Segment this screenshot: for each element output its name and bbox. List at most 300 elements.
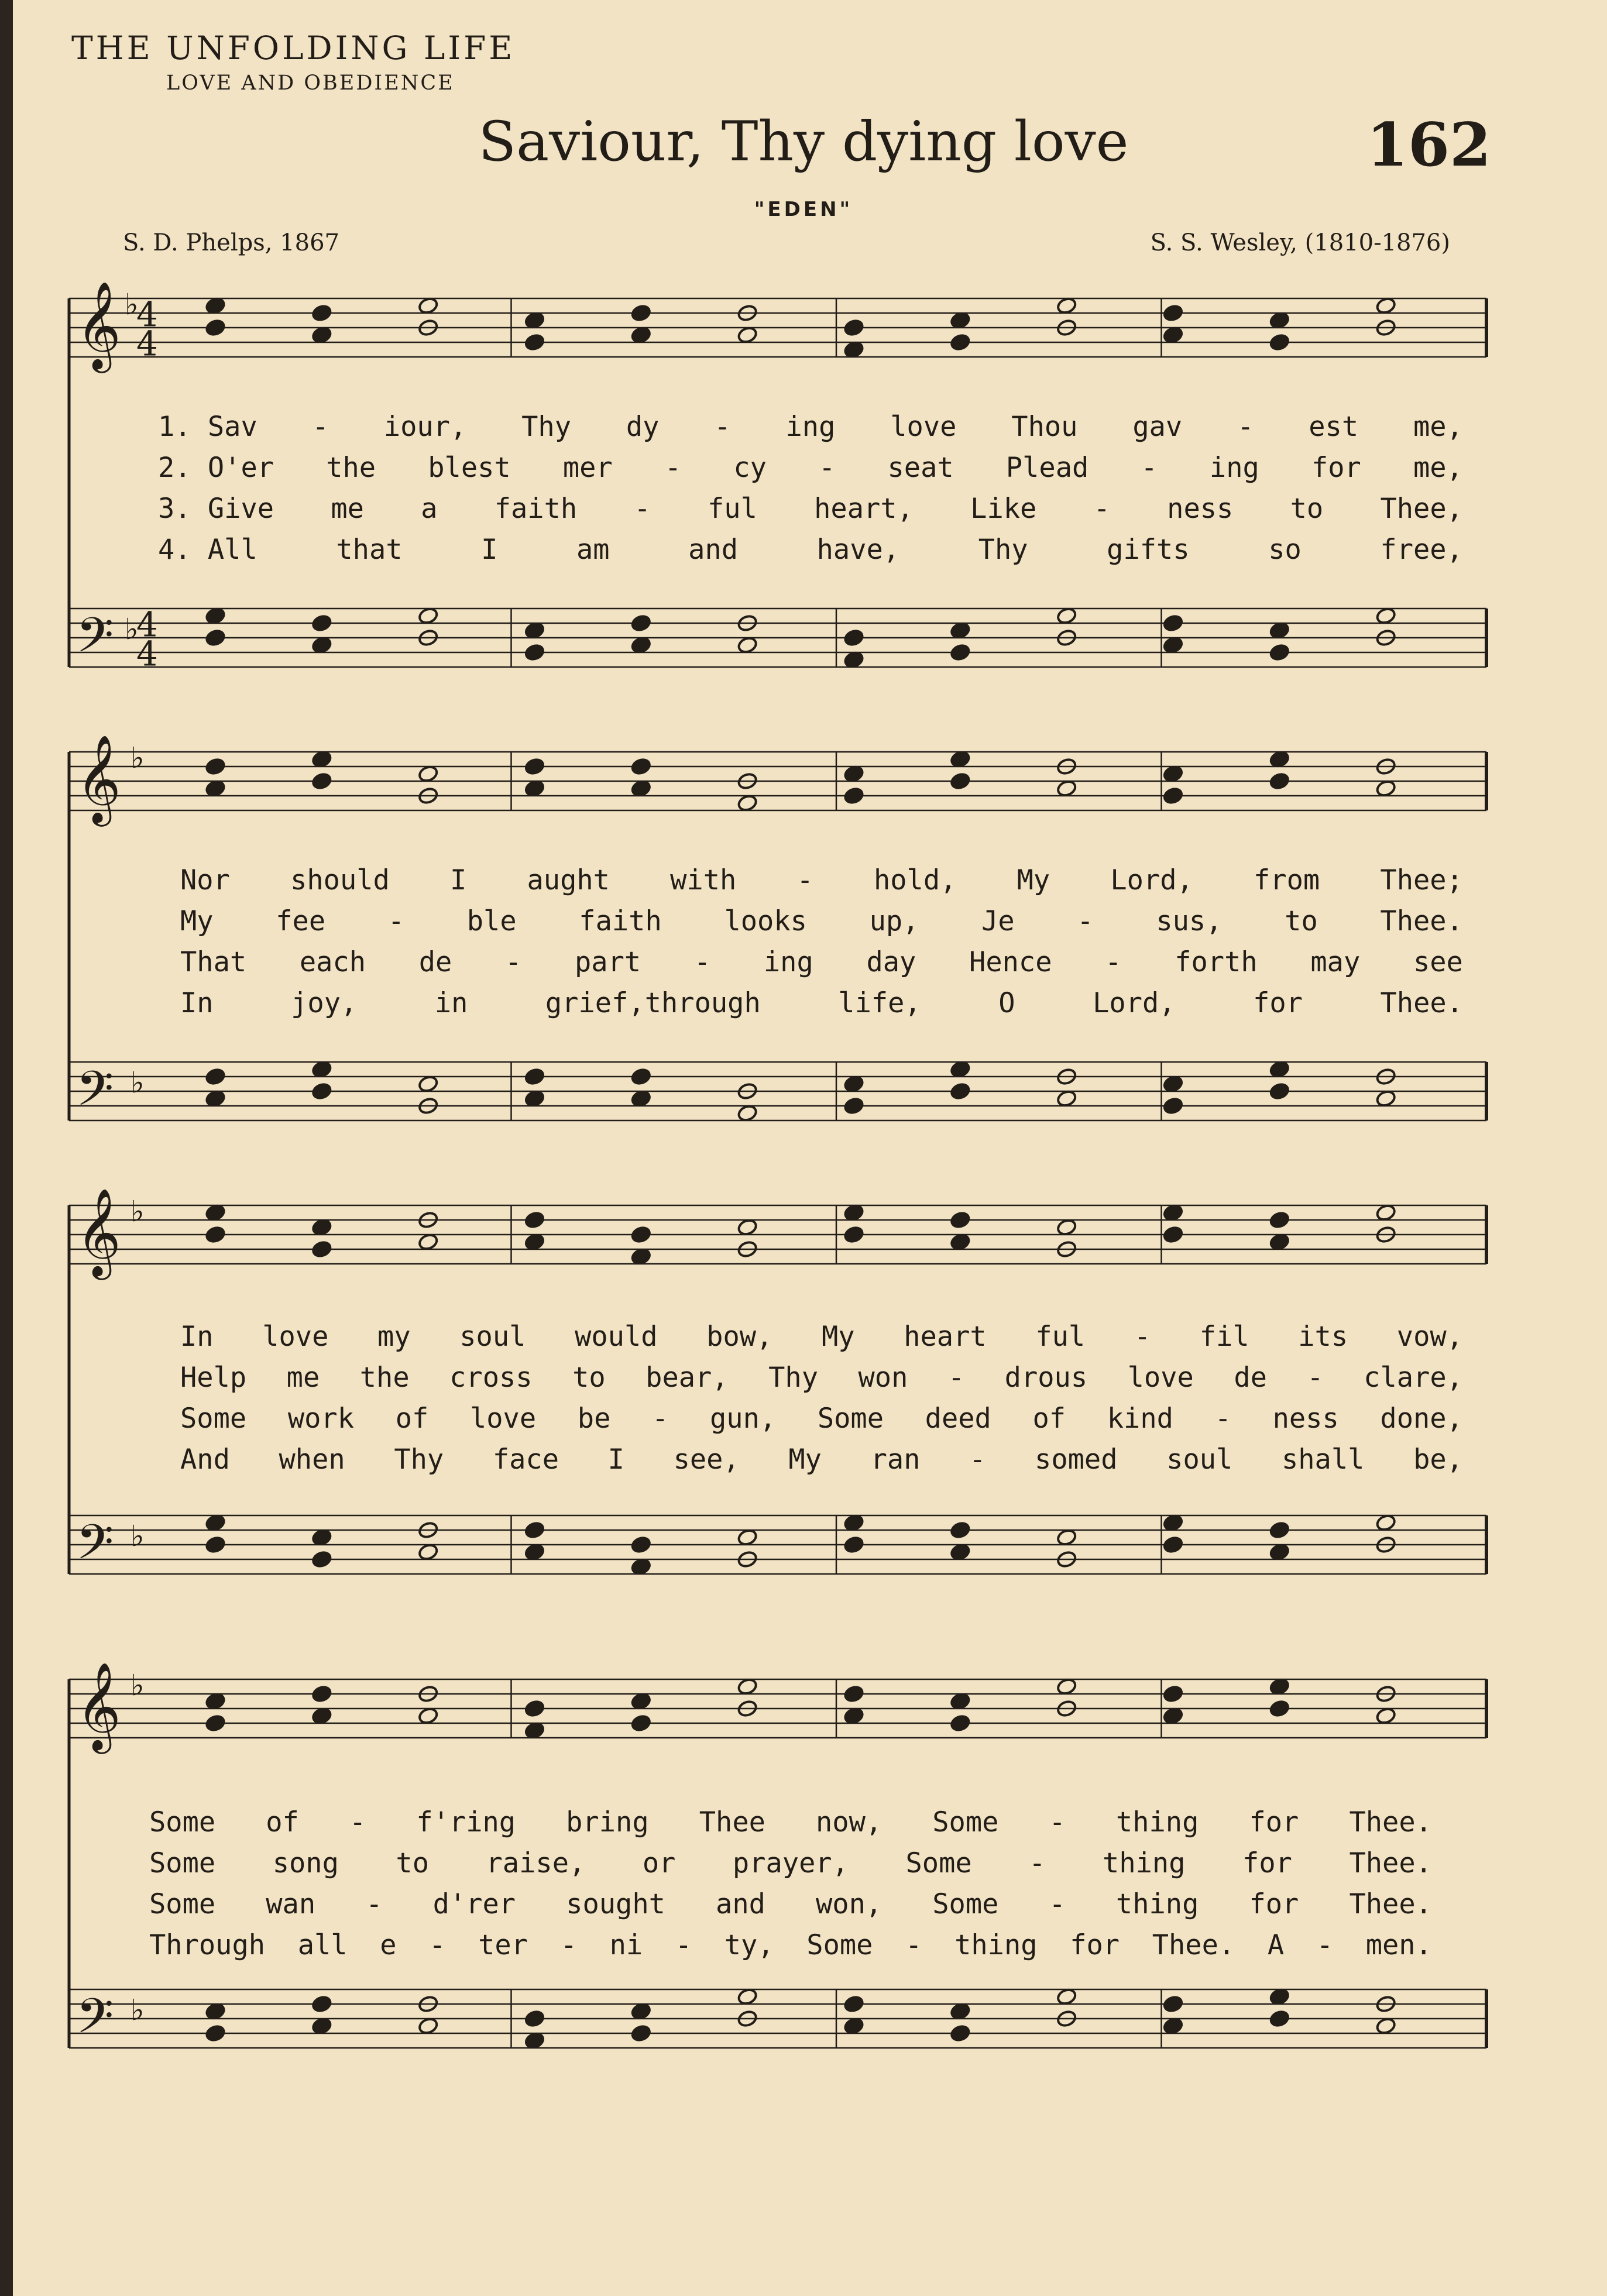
lyric-syllable: ness: [1272, 1403, 1339, 1435]
note-head: [843, 1514, 864, 1532]
lyric-syllable: -: [1077, 905, 1094, 937]
note-head: [1269, 1678, 1290, 1696]
note-head: [630, 2002, 651, 2021]
lyric-line: [180, 1398, 1463, 1439]
lyric-syllable: for: [1253, 987, 1303, 1019]
note-head: [737, 1528, 758, 1547]
note-head: [630, 1692, 651, 1711]
lyric-syllable: see,: [673, 1443, 740, 1476]
lyric-syllable: Some: [149, 1806, 216, 1838]
lyric-syllable: -: [1214, 1403, 1231, 1435]
lyric-syllable: wan: [266, 1888, 316, 1920]
note-head: [524, 1233, 545, 1252]
note-head: [418, 1075, 439, 1094]
note-head: [205, 1514, 226, 1532]
lyric-syllable: gifts: [1107, 534, 1190, 566]
lyric-syllable: me: [331, 493, 364, 525]
lyric-syllable: est: [1309, 411, 1359, 443]
note-head: [418, 1233, 439, 1252]
note-head: [311, 1995, 332, 2013]
note-head: [1056, 607, 1077, 625]
note-head: [1162, 2017, 1183, 2036]
lyric-syllable: Thee.: [1349, 1888, 1432, 1920]
note-head: [524, 621, 545, 640]
lyric-line: [149, 1925, 1432, 1966]
note-head: [1162, 786, 1183, 805]
note-head: [1269, 1060, 1290, 1079]
lyric-syllable: won: [858, 1362, 908, 1394]
lyric-line: [149, 1802, 1432, 1843]
note-head: [205, 779, 226, 798]
note-head: [524, 1089, 545, 1108]
note-head: [737, 1104, 758, 1123]
lyric-syllable: to: [1290, 493, 1324, 525]
lyric-syllable: thing: [1115, 1806, 1199, 1838]
lyric-syllable: all: [297, 1929, 348, 1961]
lyric-syllable: gun,: [709, 1403, 777, 1435]
note-head: [311, 636, 332, 655]
lyric-syllable: song: [272, 1847, 339, 1879]
lyric-syllable: -: [664, 452, 682, 484]
note-head: [737, 1988, 758, 2006]
lyric-syllable: joy,: [291, 987, 358, 1019]
note-head: [205, 318, 226, 337]
lyric-syllable: -: [714, 411, 731, 443]
note-head: [418, 297, 439, 315]
lyric-line: [158, 530, 1463, 570]
lyric-syllable: My: [1017, 864, 1050, 896]
note-head: [311, 1528, 332, 1547]
note-head: [843, 1995, 864, 2013]
note-head: [1269, 1988, 1290, 2006]
lyric-syllable: d'rer: [432, 1888, 516, 1920]
lyric-syllable: 3. Give: [158, 493, 274, 525]
lyric-syllable: ty,: [724, 1929, 774, 1961]
section-heading: THE UNFOLDING LIFE: [71, 29, 516, 67]
lyric-syllable: may: [1310, 946, 1361, 978]
lyric-syllable: somed: [1035, 1443, 1118, 1476]
note-head: [205, 2024, 226, 2043]
note-head: [524, 2032, 545, 2050]
lyric-line: [180, 1317, 1463, 1357]
lyric-syllable: Thee.: [1380, 987, 1463, 1019]
note-head: [1269, 333, 1290, 352]
lyric-syllable: would: [575, 1321, 658, 1353]
note-head: [1056, 1528, 1077, 1547]
lyric-syllable: Through: [149, 1929, 266, 1961]
verse-lyrics-system: [149, 1802, 1432, 1966]
lyricist-credit: S. D. Phelps, 1867: [123, 229, 339, 256]
lyric-syllable: O: [998, 987, 1015, 1019]
lyric-syllable: won,: [816, 1888, 883, 1920]
lyric-line: [180, 901, 1463, 942]
note-head: [950, 1082, 971, 1101]
lyric-syllable: soul: [459, 1321, 526, 1353]
note-head: [418, 765, 439, 783]
lyric-syllable: be,: [1413, 1443, 1463, 1476]
note-head: [418, 1707, 439, 1726]
hymn-number: 162: [1366, 110, 1491, 180]
lyric-syllable: fee: [276, 905, 326, 937]
lyric-syllable: Hence: [969, 946, 1052, 978]
lyric-syllable: when: [279, 1443, 345, 1476]
lyric-syllable: done,: [1380, 1403, 1463, 1435]
note-head: [205, 1204, 226, 1222]
lyric-syllable: aught: [527, 864, 610, 896]
lyric-syllable: -: [969, 1443, 986, 1476]
note-head: [1269, 2009, 1290, 2028]
lyric-syllable: mer: [562, 452, 613, 484]
lyric-syllable: or: [642, 1847, 676, 1879]
note-head: [1056, 1988, 1077, 2006]
note-head: [311, 1082, 332, 1101]
lyric-syllable: have,: [816, 534, 900, 566]
lyric-syllable: Some: [932, 1888, 999, 1920]
lyric-syllable: My: [788, 1443, 822, 1476]
note-head: [1269, 772, 1290, 790]
note-head: [1162, 1514, 1183, 1532]
note-head: [1162, 614, 1183, 633]
note-head: [311, 1218, 332, 1237]
note-head: [950, 750, 971, 769]
lyric-syllable: -: [675, 1929, 692, 1961]
note-head: [205, 1692, 226, 1711]
lyric-syllable: Thee.: [1380, 905, 1463, 937]
lyric-syllable: ni: [609, 1929, 643, 1961]
lyric-syllable: -: [1237, 411, 1254, 443]
lyric-syllable: grief,through: [545, 987, 761, 1019]
note-head: [630, 326, 651, 345]
note-head: [630, 614, 651, 633]
note-head: [630, 2024, 651, 2043]
note-head: [1162, 1995, 1183, 2013]
lyric-syllable: Some: [817, 1403, 884, 1435]
note-head: [205, 1714, 226, 1733]
note-head: [950, 1211, 971, 1229]
note-head: [524, 643, 545, 662]
lyric-syllable: its: [1298, 1321, 1348, 1353]
lyric-syllable: ful: [1035, 1321, 1086, 1353]
lyric-syllable: each: [299, 946, 366, 978]
lyric-syllable: of: [395, 1403, 429, 1435]
note-head: [630, 1535, 651, 1554]
lyric-syllable: -: [312, 411, 329, 443]
lyric-syllable: cross: [449, 1362, 533, 1394]
note-head: [737, 1678, 758, 1696]
lyric-syllable: bear,: [645, 1362, 729, 1394]
note-head: [1269, 1699, 1290, 1718]
note-head: [1162, 636, 1183, 655]
note-head: [524, 779, 545, 798]
composer-credit: S. S. Wesley, (1810-1876): [1150, 229, 1450, 256]
lyric-syllable: 1. Sav: [158, 411, 257, 443]
note-head: [843, 1204, 864, 1222]
note-head: [205, 1225, 226, 1244]
note-head: [524, 311, 545, 330]
lyric-syllable: -: [819, 452, 836, 484]
note-head: [950, 1060, 971, 1079]
lyric-syllable: gav: [1132, 411, 1183, 443]
note-head: [1375, 1204, 1396, 1222]
note-head: [205, 1535, 226, 1554]
lyric-syllable: -: [1141, 452, 1158, 484]
lyric-syllable: Thee,: [1380, 493, 1463, 525]
lyric-syllable: My: [180, 905, 214, 937]
lyric-line: [158, 407, 1463, 448]
note-head: [630, 636, 651, 655]
note-head: [737, 1218, 758, 1237]
lyric-line: [158, 489, 1463, 530]
note-head: [843, 318, 864, 337]
note-head: [843, 765, 864, 783]
key-signature-flat: ♭: [131, 1065, 145, 1100]
lyric-syllable: love: [262, 1321, 329, 1353]
lyric-syllable: dy: [626, 411, 660, 443]
lyric-syllable: My: [821, 1321, 855, 1353]
note-head: [843, 786, 864, 805]
lyric-line: [180, 1439, 1463, 1480]
lyric-syllable: ful: [708, 493, 757, 525]
note-head: [843, 1535, 864, 1554]
lyric-syllable: -: [1134, 1321, 1151, 1353]
lyric-syllable: seat: [887, 452, 954, 484]
lyric-syllable: f'ring: [416, 1806, 516, 1838]
note-head: [950, 1543, 971, 1562]
note-head: [1375, 297, 1396, 315]
note-head: [1269, 311, 1290, 330]
lyric-syllable: sought: [566, 1888, 665, 1920]
lyric-syllable: clare,: [1364, 1362, 1463, 1394]
lyric-syllable: -: [1105, 946, 1122, 978]
lyric-syllable: of: [1032, 1403, 1066, 1435]
lyric-syllable: sus,: [1156, 905, 1223, 937]
note-head: [1162, 304, 1183, 322]
lyric-syllable: faith: [579, 905, 662, 937]
note-head: [1269, 643, 1290, 662]
note-head: [950, 1521, 971, 1539]
lyric-syllable: e: [380, 1929, 397, 1961]
lyric-syllable: Some: [806, 1929, 873, 1961]
note-head: [843, 1707, 864, 1726]
note-head: [205, 607, 226, 625]
lyric-syllable: iour,: [383, 411, 467, 443]
lyric-syllable: love: [890, 411, 957, 443]
lyric-syllable: hold,: [873, 864, 957, 896]
note-head: [205, 2002, 226, 2021]
lyric-syllable: -: [1307, 1362, 1324, 1394]
lyric-syllable: for: [1070, 1929, 1120, 1961]
bass-clef: 𝄢: [76, 1514, 114, 1582]
lyric-syllable: to: [1285, 905, 1318, 937]
note-head: [843, 1075, 864, 1094]
note-head: [1269, 1521, 1290, 1539]
note-head: [630, 1247, 651, 1266]
note-head: [630, 1225, 651, 1244]
lyric-syllable: In: [180, 1321, 214, 1353]
lyric-syllable: Thy: [394, 1443, 444, 1476]
key-signature-flat: ♭: [131, 741, 145, 775]
note-head: [737, 636, 758, 655]
lyric-syllable: heart,: [814, 493, 914, 525]
lyric-syllable: face: [492, 1443, 559, 1476]
lyric-syllable: with: [670, 864, 737, 896]
lyric-syllable: work: [287, 1403, 355, 1435]
note-head: [205, 297, 226, 315]
note-head: [524, 1067, 545, 1086]
lyric-syllable: the: [326, 452, 376, 484]
lyric-syllable: Nor: [180, 864, 230, 896]
lyric-syllable: thing: [1103, 1847, 1186, 1879]
note-head: [950, 643, 971, 662]
note-head: [1375, 1089, 1396, 1108]
lyric-syllable: I: [481, 534, 498, 566]
note-head: [843, 2017, 864, 2036]
note-head: [1162, 326, 1183, 345]
note-head: [1162, 1685, 1183, 1703]
lyric-syllable: from: [1254, 864, 1320, 896]
lyric-syllable: shall: [1281, 1443, 1365, 1476]
lyric-syllable: for: [1249, 1888, 1299, 1920]
lyric-syllable: soul: [1166, 1443, 1233, 1476]
lyric-syllable: my: [377, 1321, 411, 1353]
note-head: [311, 1685, 332, 1703]
note-head: [524, 2009, 545, 2028]
lyric-syllable: A: [1267, 1929, 1285, 1961]
lyric-syllable: In: [180, 987, 214, 1019]
note-head: [1375, 2017, 1396, 2036]
lyric-syllable: ing: [763, 946, 813, 978]
lyric-line: [180, 860, 1463, 901]
lyric-line: [149, 1843, 1432, 1884]
note-head: [843, 1685, 864, 1703]
lyric-syllable: of: [266, 1806, 299, 1838]
lyric-syllable: And: [180, 1443, 230, 1476]
lyric-syllable: me: [286, 1362, 320, 1394]
note-head: [1269, 1082, 1290, 1101]
lyric-syllable: -: [693, 946, 711, 978]
note-head: [205, 1067, 226, 1086]
lyric-syllable: me,: [1413, 411, 1463, 443]
lyric-syllable: de: [418, 946, 452, 978]
subsection-heading: LOVE AND OBEDIENCE: [166, 71, 455, 95]
note-head: [1056, 1089, 1077, 1108]
note-head: [843, 1225, 864, 1244]
lyric-syllable: ran: [870, 1443, 921, 1476]
lyric-syllable: part: [575, 946, 641, 978]
lyric-syllable: Like: [970, 493, 1037, 525]
note-head: [311, 1707, 332, 1726]
note-head: [1162, 1535, 1183, 1554]
note-head: [950, 333, 971, 352]
lyric-syllable: love: [1127, 1362, 1194, 1394]
lyric-syllable: Plead: [1005, 452, 1089, 484]
time-signature-bottom: 4: [136, 324, 158, 364]
note-head: [524, 1521, 545, 1539]
lyric-syllable: Thy: [768, 1362, 819, 1394]
lyric-syllable: 4. All: [158, 534, 257, 566]
lyric-syllable: the: [359, 1362, 410, 1394]
key-signature-flat: ♭: [125, 612, 139, 647]
lyric-syllable: Thee: [699, 1806, 765, 1838]
key-signature-flat: ♭: [131, 1668, 145, 1703]
lyric-syllable: -: [560, 1929, 577, 1961]
note-head: [950, 1233, 971, 1252]
lyric-syllable: ness: [1167, 493, 1234, 525]
lyric-syllable: ter: [478, 1929, 528, 1961]
lyric-syllable: for: [1242, 1847, 1292, 1879]
note-head: [1375, 1514, 1396, 1532]
lyric-syllable: de: [1234, 1362, 1267, 1394]
note-head: [1056, 779, 1077, 798]
lyric-syllable: me,: [1413, 452, 1463, 484]
note-head: [418, 607, 439, 625]
note-head: [1162, 1097, 1183, 1115]
note-head: [630, 1714, 651, 1733]
note-head: [630, 304, 651, 322]
lyric-syllable: -: [1093, 493, 1110, 525]
lyric-syllable: and: [688, 534, 739, 566]
lyric-syllable: Thee.: [1349, 1806, 1432, 1838]
note-head: [1269, 1233, 1290, 1252]
note-head: [1162, 1204, 1183, 1222]
lyric-syllable: am: [576, 534, 610, 566]
lyric-syllable: life,: [838, 987, 921, 1019]
time-signature-top: 4: [136, 294, 158, 335]
note-head: [311, 1060, 332, 1079]
lyric-syllable: fil: [1199, 1321, 1249, 1353]
note-head: [1269, 1543, 1290, 1562]
note-head: [1162, 1225, 1183, 1244]
bass-clef: 𝄢: [76, 1988, 114, 2056]
treble-clef: 𝄞: [76, 280, 121, 369]
lyric-syllable: bow,: [706, 1321, 773, 1353]
lyric-syllable: Some: [932, 1806, 999, 1838]
lyric-syllable: vow,: [1396, 1321, 1463, 1353]
lyric-syllable: Thee.: [1349, 1847, 1432, 1879]
lyric-syllable: love: [469, 1403, 537, 1435]
lyric-syllable: day: [866, 946, 916, 978]
note-head: [524, 333, 545, 352]
lyric-syllable: free,: [1380, 534, 1463, 566]
lyric-syllable: thing: [1115, 1888, 1199, 1920]
lyric-syllable: -: [634, 493, 651, 525]
lyric-line: [180, 1357, 1463, 1398]
note-head: [737, 326, 758, 345]
lyric-syllable: thing: [954, 1929, 1038, 1961]
verse-lyrics-system: [158, 407, 1463, 570]
lyric-syllable: kind: [1107, 1403, 1173, 1435]
note-head: [524, 1543, 545, 1562]
lyric-syllable: -: [947, 1362, 965, 1394]
note-head: [1375, 779, 1396, 798]
note-head: [950, 621, 971, 640]
lyric-syllable: -: [905, 1929, 922, 1961]
lyric-syllable: -: [387, 905, 405, 937]
key-signature-flat: ♭: [131, 1194, 145, 1229]
lyric-syllable: Thee;: [1380, 864, 1463, 896]
note-head: [950, 772, 971, 790]
lyric-syllable: Thee.: [1152, 1929, 1235, 1961]
time-signature-bottom: 4: [136, 634, 158, 674]
lyric-syllable: looks: [724, 905, 807, 937]
lyric-syllable: to: [396, 1847, 429, 1879]
note-head: [630, 1067, 651, 1086]
bass-clef: 𝄢: [76, 607, 114, 675]
lyric-syllable: now,: [816, 1806, 883, 1838]
note-head: [524, 1211, 545, 1229]
key-signature-flat: ♭: [131, 1519, 145, 1553]
lyric-line: [180, 942, 1463, 983]
